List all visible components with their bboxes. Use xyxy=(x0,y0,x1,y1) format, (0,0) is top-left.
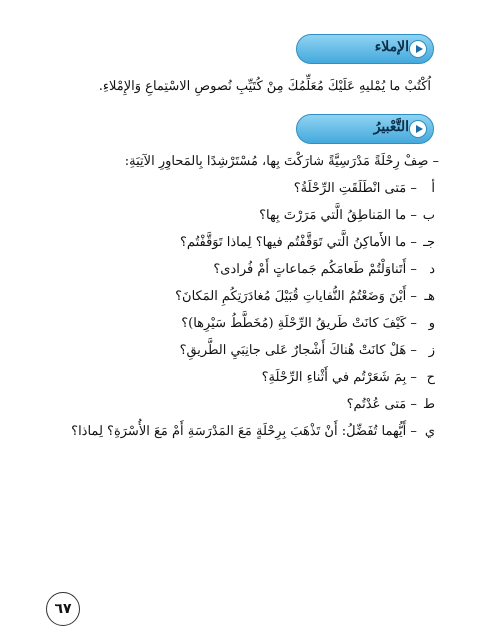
item-text: – ما الأَماكِنُ الَّتي تَوَقَّفْتُم فيها؟ لِماذا تَوَقَّفْتُم؟ xyxy=(180,235,417,250)
item-letter: أ xyxy=(431,181,435,196)
item-text: – مَتى عُدْتُم؟ xyxy=(346,397,417,412)
section-title-tabeer: التَّعْبيرُ xyxy=(373,119,409,135)
item-letter: ز xyxy=(428,343,435,358)
list-item xyxy=(180,234,435,252)
play-icon xyxy=(409,40,427,58)
item-letter: د xyxy=(429,262,435,277)
list-item xyxy=(181,315,435,333)
list-item xyxy=(259,207,435,225)
imla-instruction: اُكْتُبْ ما يُمْليهِ عَلَيْكَ مُعَلِّمُكَ مِنْ كُتَيِّبِ نُصوصِ الاسْتِماعِ وَالإِمْلاءِ. xyxy=(98,79,431,94)
list-item xyxy=(294,180,435,198)
section-header-imla xyxy=(296,34,434,64)
item-text: – أَيْنَ وَضَعْتُمُ النُّفاياتِ قُبَيْلَ مُغادَرَتِكُمِ المَكانَ؟ xyxy=(175,289,417,304)
page-number: ٦٧ xyxy=(46,592,80,626)
tabeer-prompt: – صِفْ رِحْلَةً مَدْرَسِيَّةً شارَكْتَ بِها، مُسْتَرْشِدًا بِالمَحاوِرِ الآتِيَةِ: xyxy=(124,154,439,169)
item-text: – مَتى انْطَلَقَتِ الرِّحْلَةُ؟ xyxy=(293,181,417,196)
item-text: – بِمَ شَعَرْتُم في أَثْناءِ الرِّحْلَةِ؟ xyxy=(261,370,417,385)
section-header-tabeer xyxy=(296,114,434,144)
item-text: – أَيُّهما تُفَضِّلُ: أَنْ تَذْهَبَ بِرِحْلَةٍ مَعَ المَدْرَسَةِ أَمْ مَعَ الأُسْرَةِ؟ لِماذا؟ xyxy=(71,424,417,439)
item-letter: ب xyxy=(422,208,435,223)
item-letter: و xyxy=(428,316,435,331)
item-letter: ط xyxy=(422,397,435,412)
section-title-imla: الإملاء xyxy=(374,39,409,55)
list-item xyxy=(180,342,435,360)
list-item xyxy=(347,396,435,414)
item-text: – أَتَناوَلْتُمْ طَعامَكُم جَماعاتٍ أَمْ فُرادى؟ xyxy=(213,262,417,277)
list-item xyxy=(213,261,435,279)
item-letter: ي xyxy=(424,424,435,439)
play-icon xyxy=(409,120,427,138)
list-item xyxy=(71,423,435,441)
list-item xyxy=(175,288,435,306)
item-letter: ح xyxy=(426,370,435,385)
item-text: – كَيْفَ كانَتْ طَريقُ الرِّحْلَةِ (مُخَطَّطُ سَيْرِها)؟ xyxy=(181,316,417,331)
item-text: – ما المَناطِقُ الَّتي مَرَرْتَ بِها؟ xyxy=(259,208,417,223)
item-text: – هَلْ كانَتْ هُناكَ أَشْجارٌ عَلى جانِبَيِ الطَّريقِ؟ xyxy=(179,343,417,358)
item-letter: جـ xyxy=(423,235,435,250)
item-letter: هـ xyxy=(424,289,435,304)
list-item xyxy=(262,369,435,387)
